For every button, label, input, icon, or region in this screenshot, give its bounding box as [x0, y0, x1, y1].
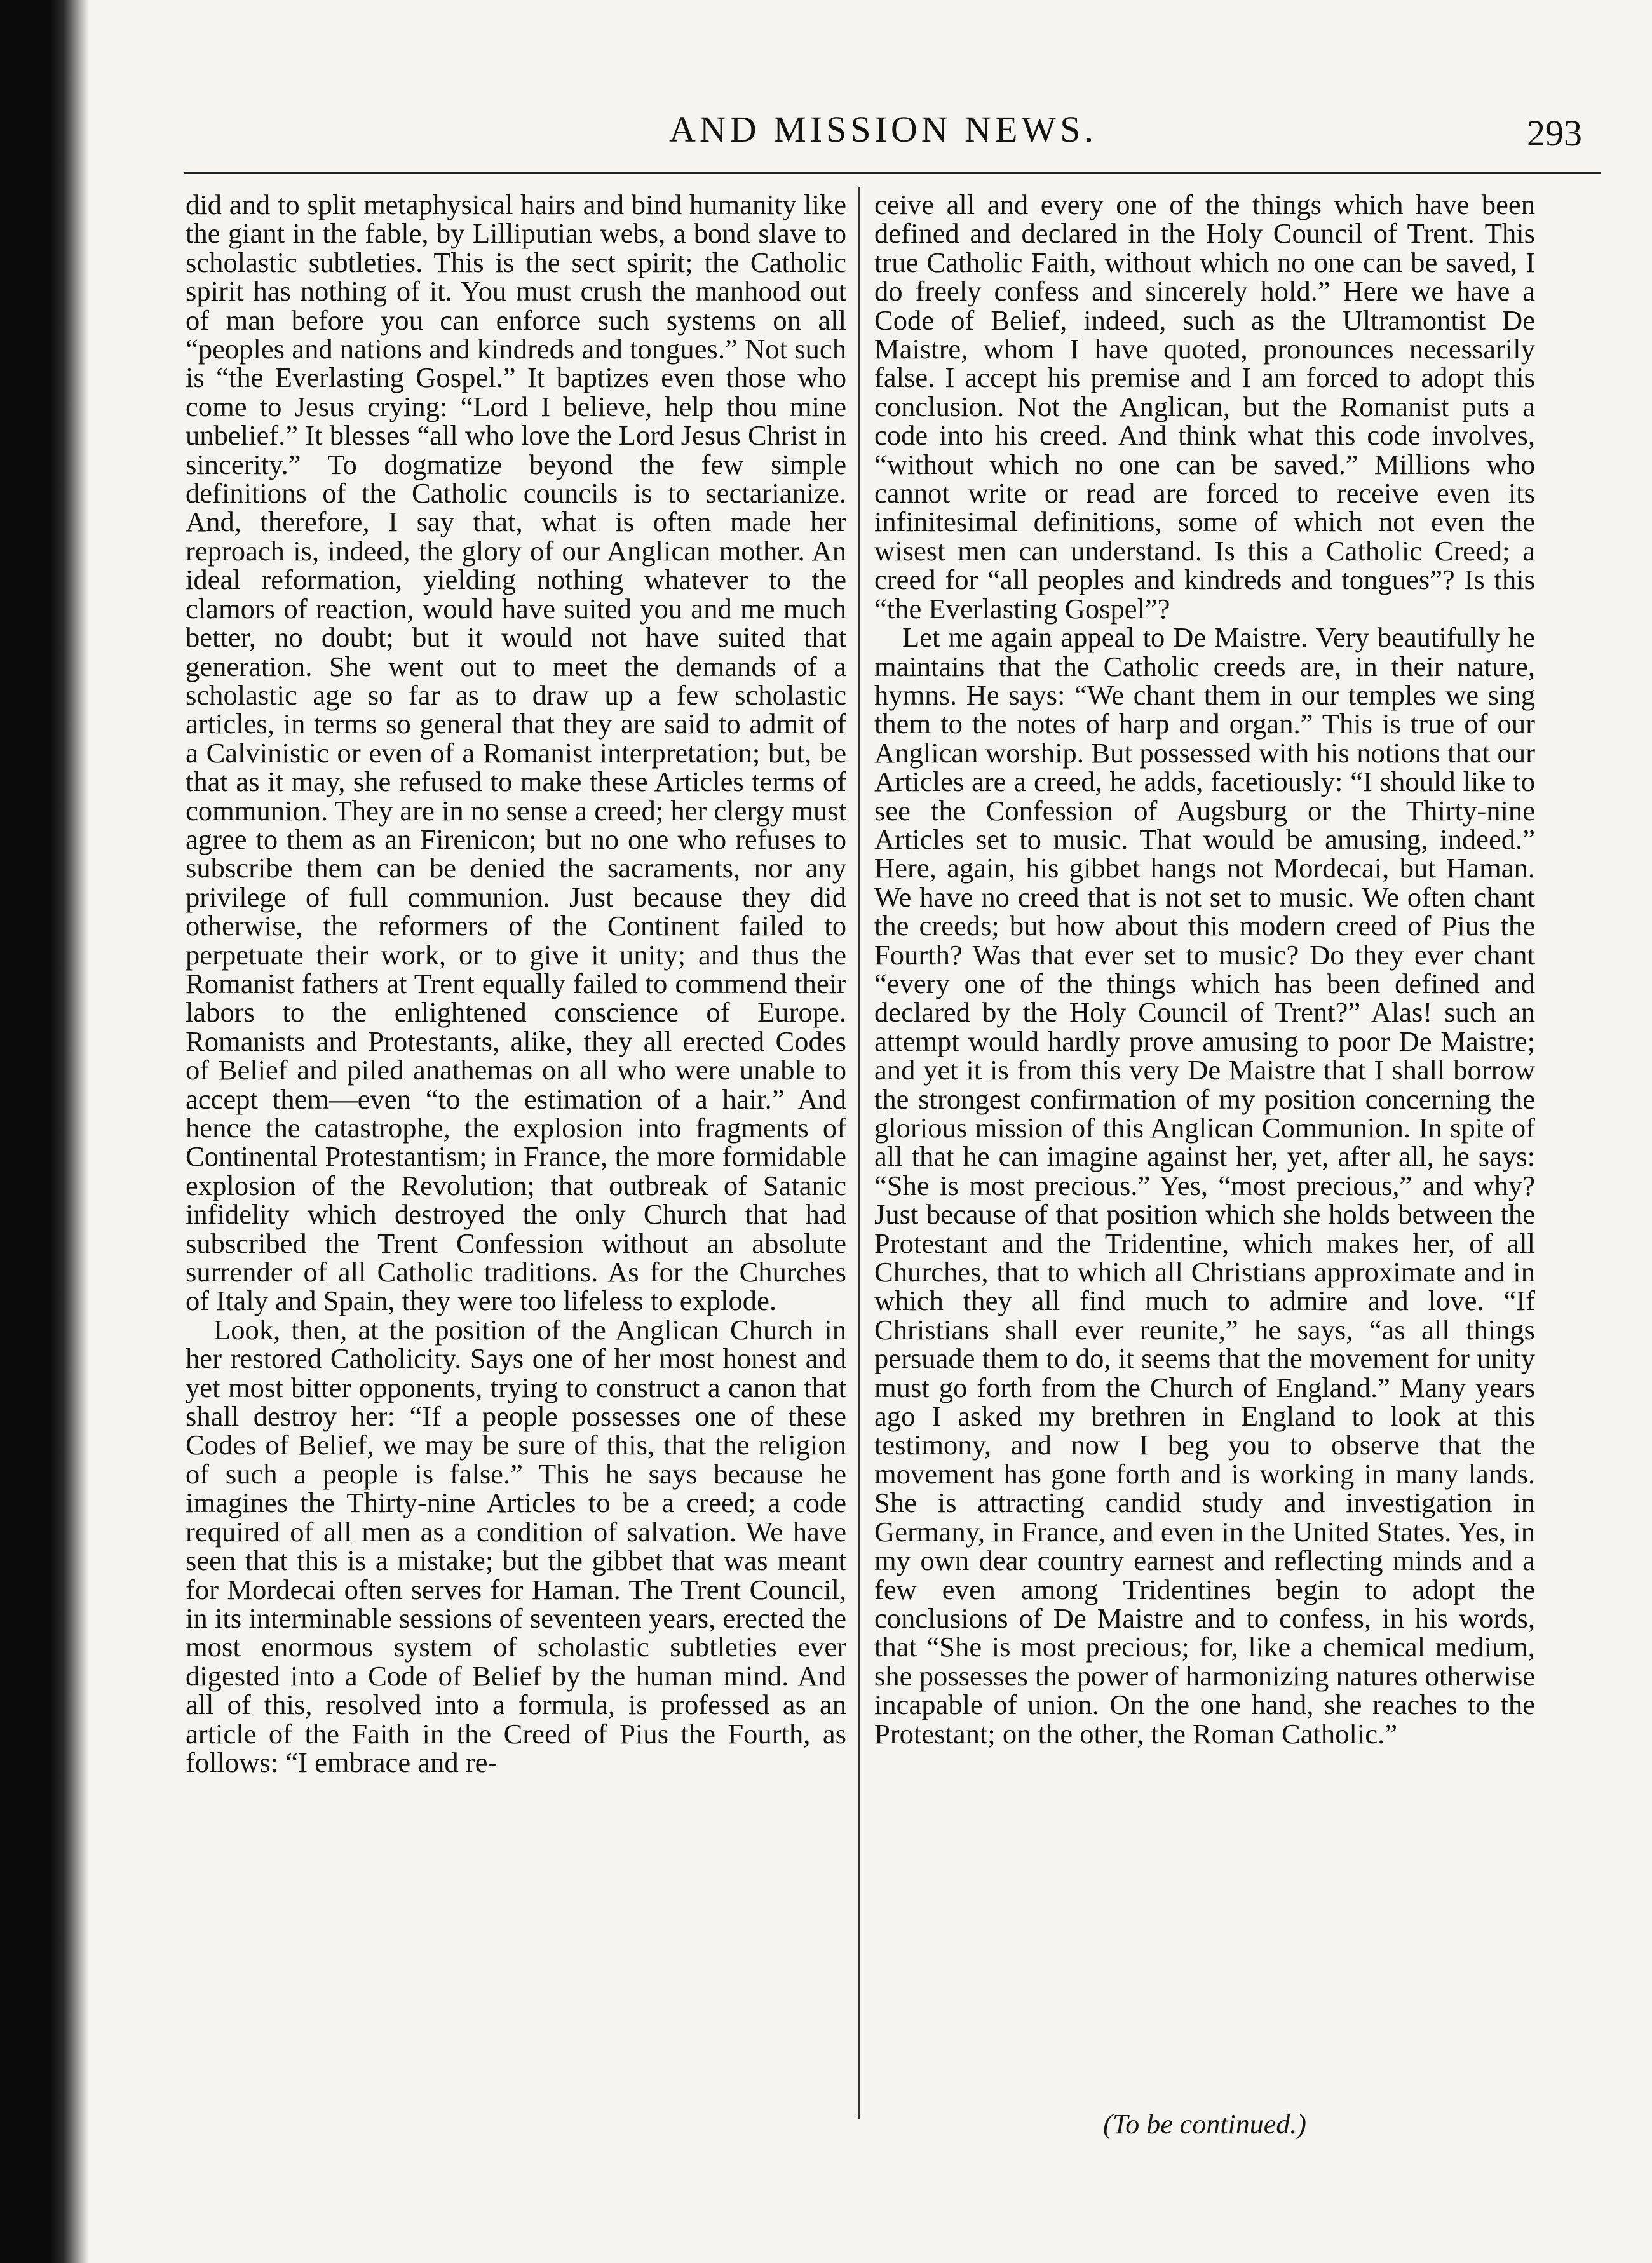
right-paragraph-1: ceive all and every one of the things which have been defined and declared in the Holy Council of Trent. This true Catholic Faith, without which no one can be saved, I do freely confess and sincerely hold.” Here we have a Code of Belief, indeed, such as the Ultramontist De Maistre, whom I have quoted, pronounces necessarily false. I accept his premise and I am forced to adopt this conclusion. Not the Anglican, but the Romanist puts a code into his creed. And think what this code involves, “without which no one can be saved.” Millions who cannot write or read are forced to receive even its infinitesimal definitions, some of which not even the wisest men can understand. Is this a Catholic Creed; a creed for “all peoples and kindreds and tongues”? Is this “the Everlasting Gospel”?: [874, 189, 1535, 625]
right-column: [874, 191, 1535, 1748]
left-paragraph-1: did and to split metaphysical hairs and bind humanity like the giant in the fable, by Lilliputian webs, a bond slave to scholastic subtleties. This is the sect spirit; the Catholic spirit has nothing of it. You must crush the manhood out of man before you can enforce such systems on all “peoples and nations and kindreds and tongues.” Not such is “the Everlasting Gospel.” It baptizes even those who come to Jesus crying: “Lord I believe, help thou mine unbelief.” It blesses “all who love the Lord Jesus Christ in sincerity.” To dogmatize beyond the few simple definitions of the Catholic councils is to sectarianize. And, therefore, I say that, what is often made her reproach is, indeed, the glory of our Anglican mother. An ideal reformation, yielding nothing whatever to the clamors of reaction, would have suited you and me much better, no doubt; but it would not have suited that generation. She went out to meet the demands of a scholastic age so far as to draw up a few scholastic articles, in terms so general that they are said to admit of a Calvinistic or even of a Romanist interpretation; but, be that as it may, she refused to make these Articles terms of communion. They are in no sense a creed; her clergy must agree to them as an Firenicon; but no one who refuses to subscribe them can be denied the sacraments, nor any privilege of full communion. Just because they did otherwise, the reformers of the Continent failed to perpetuate their work, or to give it unity; and thus the Romanist fathers at Trent equally failed to commend their labors to the enlightened conscience of Europe. Romanists and Protestants, alike, they all erected Codes of Belief and piled anathemas on all who were unable to accept them—even “to the estimation of a hair.” And hence the catastrophe, the explosion into fragments of Continental Protestantism; in France, the more formidable explosion of the Revolution; that outbreak of Satanic infidelity which destroyed the only Church that had subscribed the Trent Confession without an absolute surrender of all Catholic traditions. As for the Churches of Italy and Spain, they were too lifeless to explode.: [186, 189, 846, 1317]
page-binding-edge: [0, 0, 89, 2263]
page-number: 293: [1527, 112, 1582, 154]
left-paragraph-2: Look, then, at the position of the Anglican Church in her restored Catholicity. Says one of her most honest and yet most bitter opponents, trying to construct a canon that shall destroy her: “If a people possesses one of these Codes of Belief, we may be sure of this, that the religion of such a people is false.” This he says because he imagines the Thirty-nine Articles to be a creed; a code required of all men as a condition of salvation. We have seen that this is a mistake; but the gibbet that was meant for Mordecai often serves for Haman. The Trent Council, in its interminable sessions of seventeen years, erected the most enormous system of scholastic subtleties ever digested into a Code of Belief by the human mind. And all of this, resolved into a formula, is professed as an article of the Faith in the Creed of Pius the Fourth, as follows: “I embrace and re-: [186, 1313, 846, 1778]
left-column: [186, 191, 846, 1777]
right-paragraph-2: Let me again appeal to De Maistre. Very beautifully he maintains that the Catholic creeds are, in their nature, hymns. He says: “We chant them in our temples we sing them to the notes of harp and organ.” This is true of our Anglican worship. But possessed with his notions that our Articles are a creed, he adds, facetiously: “I should like to see the Confession of Augsburg or the Thirty-nine Articles set to music. That would be amusing, indeed.” Here, again, his gibbet hangs not Mordecai, but Haman. We have no creed that is not set to music. We often chant the creeds; but how about this modern creed of Pius the Fourth? Was that ever set to music? Do they ever chant “every one of the things which has been defined and declared by the Holy Council of Trent?” Alas! such an attempt would hardly prove amusing to poor De Maistre; and yet it is from this very De Maistre that I shall borrow the strongest confirmation of my position concerning the glorious mission of this Anglican Communion. In spite of all that he can imagine against her, yet, after all, he says: “She is most precious.” Yes, “most precious,” and why? Just because of that position which she holds between the Protestant and the Tridentine, which makes her, of all Churches, that to which all Christians approximate and in which they all find much to admire and love. “If Christians shall ever reunite,” he says, “as all things persuade them to do, it seems that the movement for unity must go forth from the Church of England.” Many years ago I asked my brethren in England to look at this testimony, and now I beg you to observe that the movement has gone forth and is working in many lands. She is attracting candid study and investigation in Germany, in France, and even in the United States. Yes, in my own dear country earnest and reflecting minds and a few even among Tridentines begin to adopt the conclusions of De Maistre and to confess, in his words, that “She is most precious; for, like a chemical medium, she possesses the power of harmonizing natures otherwise incapable of union. On the one hand, she reaches to the Protestant; on the other, the Roman Catholic.”: [874, 621, 1535, 1750]
running-head: [184, 108, 1582, 159]
column-divider: [858, 187, 860, 2119]
to-be-continued-note: (To be continued.): [1103, 2109, 1306, 2140]
header-rule: [184, 172, 1601, 174]
running-title: AND MISSION NEWS.: [669, 109, 1097, 150]
